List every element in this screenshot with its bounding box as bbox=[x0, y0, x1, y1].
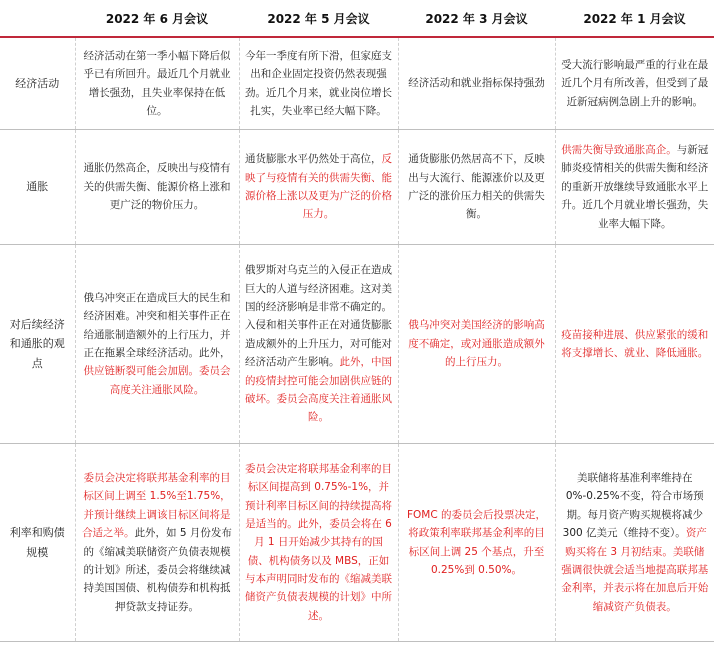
highlight-text: 供需失衡导致通胀高企。 bbox=[561, 144, 677, 157]
cell-mar bbox=[398, 245, 555, 444]
header-2022-may: 2022 年 5 月会议 bbox=[239, 0, 398, 37]
highlight-text: FOMC 的委员会后投票决定，将政策利率联邦基金利率的目标区间上调 25 个基点，升至0.25%到 0.50%。 bbox=[406, 508, 547, 576]
cell-jun bbox=[75, 245, 239, 444]
highlight-text: 委员会决定将联邦基金利率的目标区间提高到 0.75%-1%，并预计利率目标区间的持续提高将是适当的。此外，委员会将在 6 月 1 日开始减少其持有的国债、机构债务以及 MBS，正如与本声明同时发布的《缩减美联储资产负债表规模的计划》中所述。 bbox=[245, 462, 392, 622]
cell-text: 今年一季度有所下滑，但家庭支出和企业固定投资仍然表现强劲。近几个月来，就业岗位增长扎实，失业率已经大幅下降。 bbox=[245, 49, 392, 117]
row-label: 经济活动 bbox=[0, 37, 75, 130]
cell-text: 美联储将基准利率维持在 0%-0.25%不变，符合市场预期。每月资产购买规模将减少 300 亿美元（维持不变）。 bbox=[562, 472, 704, 540]
highlight-text: 反映了与疫情有关的供需失衡、能源价格上涨以及更为广泛的价格压力。 bbox=[245, 153, 392, 221]
header-2022-mar: 2022 年 3 月会议 bbox=[398, 0, 555, 37]
highlight-text: 供应链断裂可能会加剧。委员会高度关注通胀风险。 bbox=[83, 365, 231, 396]
row-label: 通胀 bbox=[0, 130, 75, 245]
cell-text: 此外，如 5 月份发布的《缩减美联储资产负债表规模的计划》所述，委员会将继续减持美国国债、机构债券和机构抵押贷款支持证券。 bbox=[83, 527, 232, 613]
cell-mar bbox=[398, 37, 555, 130]
cell-jun bbox=[75, 444, 239, 642]
header-row bbox=[0, 0, 714, 37]
cell-text: 俄乌冲突正在造成巨大的民生和经济困难。冲突和相关事件正在给通胀制造额外的上行压力，并正在拖累全球经济活动。此外， bbox=[83, 291, 231, 359]
row-label: 利率和购债规模 bbox=[0, 444, 75, 642]
cell-text: 通货膨胀仍然居高不下，反映出与大流行、能源涨价以及更广泛的涨价压力相关的供需失衡。 bbox=[408, 153, 545, 221]
cell-text: 经济活动在第一季小幅下降后似乎已有所回升。最近几个月就业增长强劲，且失业率保持在低位。 bbox=[83, 49, 231, 117]
row-inflation bbox=[0, 130, 714, 245]
cell-may bbox=[239, 37, 398, 130]
row-outlook bbox=[0, 245, 714, 444]
cell-mar bbox=[398, 444, 555, 642]
row-rates-and-purchases bbox=[0, 444, 714, 642]
cell-text: 俄罗斯对乌克兰的入侵正在造成巨大的人道与经济困难。这对美国的经济影响是非常不确定的。入侵和相关事件正在对通货膨胀造成额外的上升压力，对可能对经济活动产生影响。 bbox=[245, 264, 392, 369]
row-label: 对后续经济和通胀的观点 bbox=[0, 245, 75, 444]
cell-jan bbox=[555, 130, 714, 245]
cell-jan bbox=[555, 444, 714, 642]
highlight-text: 委员会决定将联邦基金利率的目标区间上调至 1.5%至1.75%，并预计继续上调该目标区间将是合适之举。 bbox=[82, 472, 231, 540]
cell-jun bbox=[75, 37, 239, 130]
highlight-text: 资产购买将在 3 月初结束。美联储强调很快就会适当地提高联邦基金利率，并表示将在加息后开始缩减资产负债表。 bbox=[561, 527, 709, 613]
cell-text: 通货膨胀水平仍然处于高位， bbox=[245, 153, 382, 166]
highlight-text: 此外，中国的疫情封控可能会加剧供应链的破坏。委员会高度关注着通胀风险。 bbox=[245, 356, 392, 424]
cell-jun bbox=[75, 130, 239, 245]
cell-text: 受大流行影响最严重的行业在最近几个月有所改善，但受到了最近新冠病例急剧上升的影响。 bbox=[561, 58, 709, 108]
highlight-text: 俄乌冲突对美国经济的影响高度不确定，或对通胀造成额外的上行压力。 bbox=[408, 319, 545, 369]
header-2022-jun: 2022 年 6 月会议 bbox=[75, 0, 239, 37]
cell-text: 经济活动和就业指标保持强劲 bbox=[408, 77, 545, 90]
cell-mar bbox=[398, 130, 555, 245]
header-corner bbox=[0, 0, 75, 37]
highlight-text: 疫苗接种进展、供应紧张的缓和将支撑增长、就业、降低通胀。 bbox=[561, 328, 709, 359]
cell-may bbox=[239, 245, 398, 444]
cell-jan bbox=[555, 245, 714, 444]
cell-may bbox=[239, 130, 398, 245]
cell-jan bbox=[555, 37, 714, 130]
cell-text: 通胀仍然高企，反映出与疫情有关的供需失衡、能源价格上涨和更广泛的物价压力。 bbox=[83, 162, 231, 212]
cell-text: 与新冠肺炎疫情相关的供需失衡和经济的重新开放继续导致通胀水平上升。近几个月就业增长强劲，失业率大幅下降。 bbox=[561, 144, 709, 230]
cell-may bbox=[239, 444, 398, 642]
row-economic-activity bbox=[0, 37, 714, 130]
header-2022-jan: 2022 年 1 月会议 bbox=[555, 0, 714, 37]
